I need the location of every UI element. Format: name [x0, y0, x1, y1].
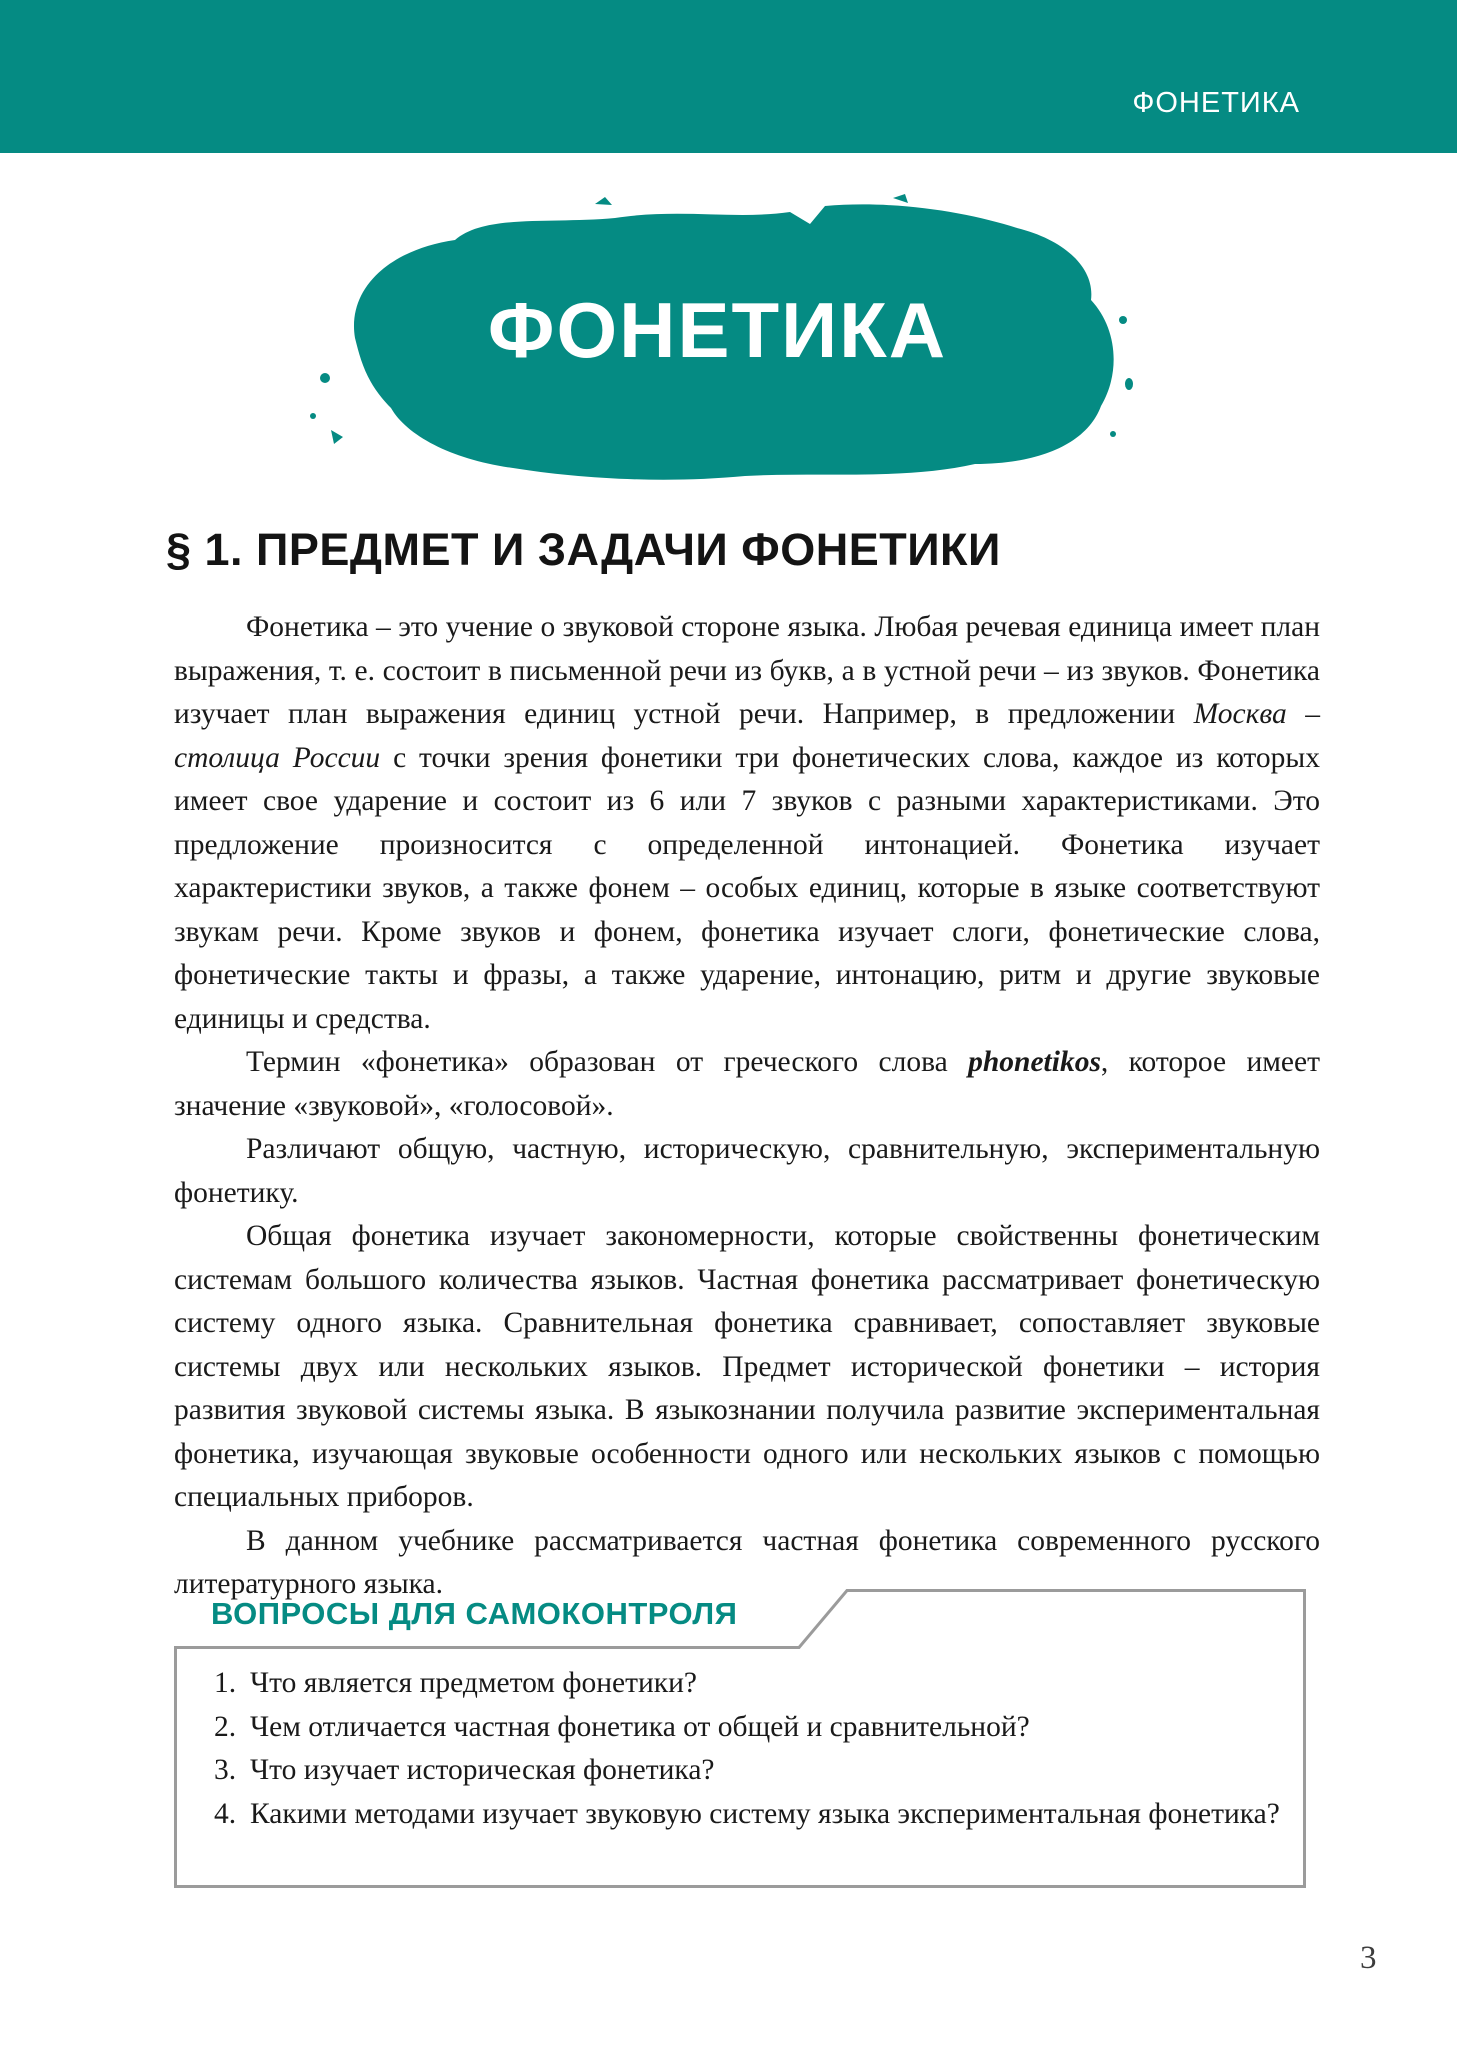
question-text: Какими методами изучает звуковую систему языка экспериментальная фонетика? [250, 1797, 1280, 1830]
section-heading: § 1. ПРЕДМЕТ И ЗАДАЧИ ФОНЕТИКИ [166, 524, 1001, 575]
question-text: Чем отличается частная фонетика от общей и сравнительной? [250, 1710, 1030, 1743]
question-number: 4. [214, 1797, 237, 1830]
paragraph: Фонетика – это учение о звуковой стороне языка. Любая речевая единица имеет план выражения, т. е. состоит в письменной речи из букв, а в устной речи – из звуков. Фонетика изучает план выражения единиц устной речи. Например, в предложении Москва – столица России с точки зрения фонетики три фонетических слова, каждое из которых имеет свое ударение и состоит из 6 или 7 звуков с разными характеристиками. Это предложение произносится с определенной интонацией. Фонетика изучает характеристики звуков, а также фонем – особых единиц, которые в языке соответствуют звукам речи. Кроме звуков и фонем, фонетика изучает слоги, фонетические слова, фонетические такты и фразы, а также ударение, интонацию, ритм и другие звуковые единицы и средства. [174, 611, 1321, 1035]
paragraph: Различают общую, частную, историческую, сравнительную, экспериментальную фонетику. [174, 1133, 1320, 1209]
question-number: 2. [214, 1710, 237, 1743]
questions-list [214, 1662, 1290, 1836]
paragraph: В данном учебнике рассматривается частная фонетика современного русского литературного языка. [174, 1524, 1320, 1600]
question-item [214, 1706, 1290, 1750]
running-header: ФОНЕТИКА [1132, 87, 1300, 119]
chapter-title: ФОНЕТИКА [487, 285, 948, 374]
question-text: Что изучает историческая фонетика? [250, 1754, 715, 1786]
header-bar [0, 0, 1457, 153]
question-item [214, 1749, 1290, 1793]
question-number: 3. [214, 1754, 237, 1786]
question-number: 1. [214, 1667, 237, 1699]
body-paragraphs [174, 606, 1320, 1607]
chapter-banner [295, 188, 1140, 486]
question-text: Что является предметом фонетики? [250, 1667, 697, 1699]
questions-heading: ВОПРОСЫ ДЛЯ САМОКОНТРОЛЯ [211, 1596, 738, 1631]
question-item [214, 1662, 1290, 1706]
paragraph: Общая фонетика изучает закономерности, которые свойственны фонетическим системам большого количества языков. Частная фонетика рассматривает фонетическую систему одного языка. Сравнительная фонетика сравнивает, сопоставляет звуковые системы двух или нескольких языков. Предмет исторической фонетики – история развития звуковой системы языка. В языкознании получила развитие экспериментальная фонетика, изучающая звуковые особенности одного или нескольких языков с помощью специальных приборов. [174, 1220, 1320, 1513]
page-number: 3 [1360, 1940, 1377, 1976]
paragraph: Термин «фонетика» образован от греческого слова phonetikos, которое имеет значение «звуковой», «голосовой». [174, 1046, 1321, 1122]
question-item [214, 1793, 1290, 1837]
